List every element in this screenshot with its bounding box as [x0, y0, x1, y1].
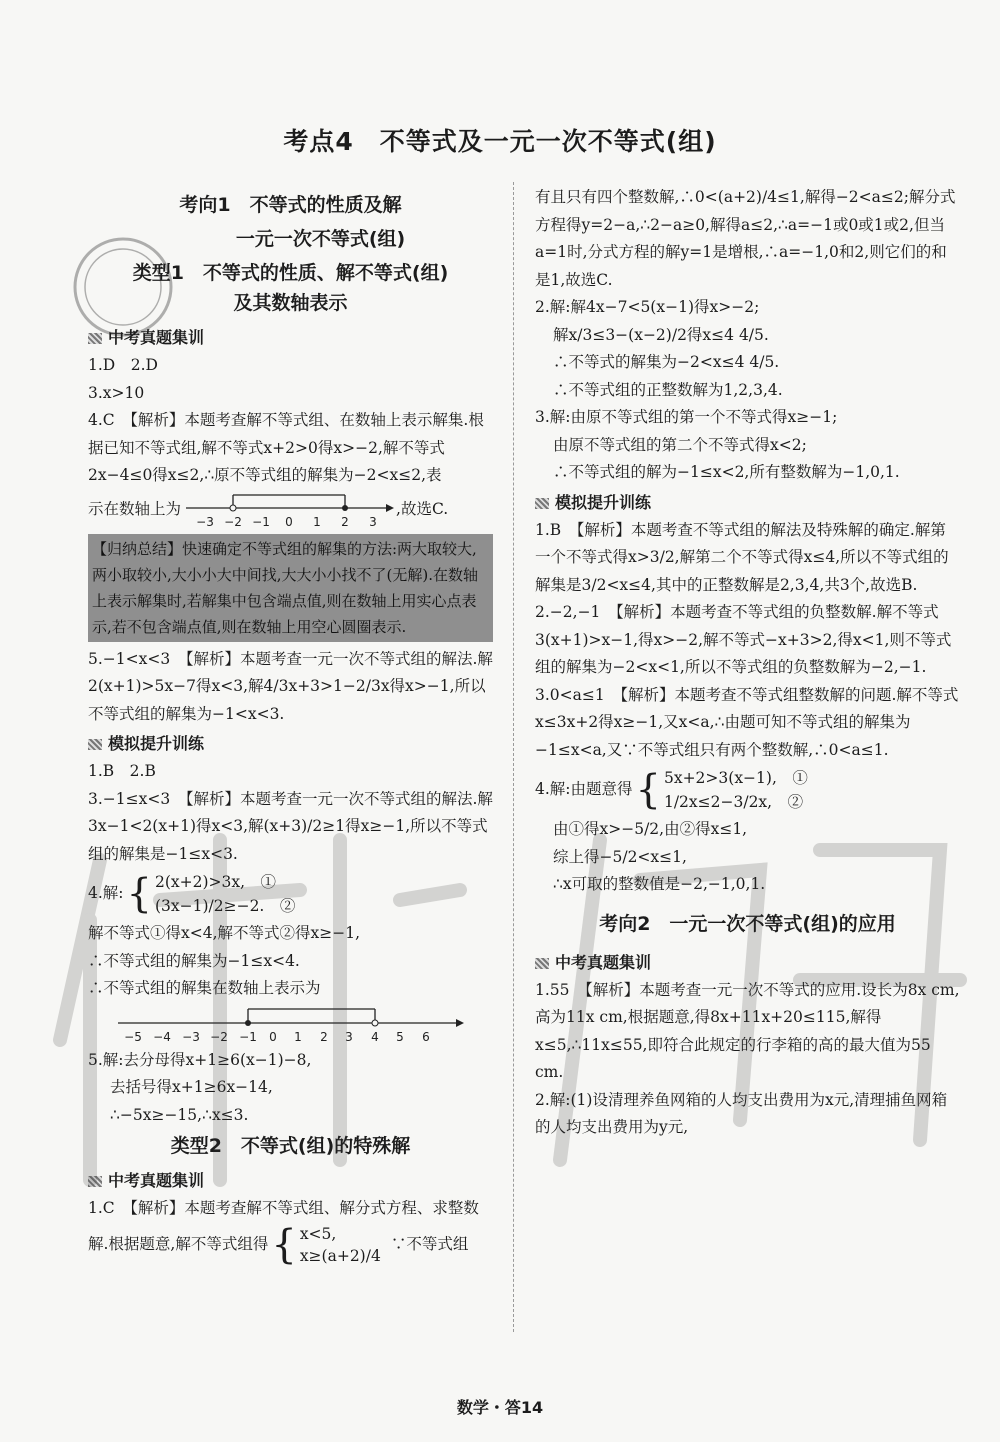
- answer-line: 5.−1<x<3 【解析】本题考查一元一次不等式组的解法.解2(x+1)>5x−7得x<3,解4/3x+3>1−2/3x得x>−1,所以不等式组的解集为−1<x<3.: [88, 649, 493, 723]
- section-moni: [88, 730, 493, 758]
- answer-line: 4.C 【解析】本题考查解不等式组、在数轴上表示解集.根据已知不等式组,解不等式x+2>0得x>−2,解不等式2x−4≤0得x≤2,∴原不等式组的解集为−2<x≤2,表: [88, 411, 484, 484]
- type1-heading-line1: 类型1 不等式的性质、解不等式(组): [132, 262, 449, 284]
- brace-icon: {: [126, 871, 152, 917]
- answer-line: 有且只有四个整数解,∴0<(a+2)/4≤1,解得−2<a≤2;解分式方程得y=2−a,∴2−a≥0,解得a≤2,∴a=−1或0或1或2,但当a=1时,分式方程的解y=1是增根,∴a=−1,0和2,则它们的和是1,故选C.: [535, 188, 956, 289]
- tick-label: −4: [153, 1029, 171, 1044]
- page-footer: 数学・答14: [456, 1398, 544, 1417]
- section-marker-icon: [88, 1176, 102, 1187]
- answer-line: 2.解:解4x−7<5(x−1)得x>−2;: [535, 298, 760, 316]
- tick-label: 0: [285, 514, 293, 529]
- answer-line: 3.解:由原不等式组的第一个不等式得x≥−1;: [535, 408, 838, 426]
- tick-label: −1: [239, 1029, 257, 1044]
- column-divider: [513, 182, 514, 1332]
- heading-kaoxiang1-line2: 一元一次不等式(组): [235, 228, 406, 250]
- section-marker-icon: [88, 333, 102, 344]
- right-column: [535, 184, 960, 1142]
- tick-label: 6: [422, 1029, 430, 1044]
- section-label: 模拟提升训练: [108, 734, 205, 753]
- answer-line: 1.B 【解析】本题考查不等式组的解法及特殊解的确定.解第一个不等式得x>3/2,解第二个不等式得x≤4,所以不等式组的解集是3/2<x≤4,其中的正整数解是2,3,4,共3个,故选B.: [535, 520, 949, 594]
- number-line-graphic: [181, 492, 396, 530]
- answer-label: 4.解:: [88, 884, 124, 903]
- section-zhongkao: [88, 324, 493, 352]
- brace-icon: {: [635, 767, 661, 813]
- tick-label: −5: [124, 1029, 142, 1044]
- tick-label: 4: [371, 1029, 379, 1044]
- answer-line: 去括号得x+1≥6x−14,: [110, 1078, 273, 1096]
- answer-line: ∴−5x≥−15,∴x≤3.: [110, 1105, 249, 1124]
- tick-label: −3: [196, 514, 214, 529]
- system-block: [88, 1223, 493, 1267]
- answer-line: 示在数轴上为: [88, 499, 182, 518]
- tick-label: 1: [294, 1029, 302, 1044]
- tick-label: 5: [396, 1029, 404, 1044]
- equation: x<5,: [299, 1224, 337, 1243]
- tick-label: −1: [252, 514, 270, 529]
- section-marker-icon: [535, 958, 549, 969]
- tick-label: 1: [313, 514, 321, 529]
- answer-line: 由原不等式组的第二个不等式得x<2;: [553, 435, 807, 454]
- tick-label: 0: [269, 1029, 277, 1044]
- summary-note: 【归纳总结】快速确定不等式组的解集的方法:两大取较大,两小取较小,大小小大中间找,大大小小找不了(无解).在数轴上表示解集时,若解集中包含端点值,则在数轴上用实心点表示,若不包含端点值,则在数轴上用空心圆圈表示.: [88, 534, 493, 642]
- equation: 2(x+2)>3x, ①: [154, 873, 277, 891]
- system-block: [88, 870, 493, 918]
- section-marker-icon: [535, 498, 549, 509]
- type1-heading-line2: 及其数轴表示: [233, 292, 348, 314]
- answer-line: 3.−1≤x<3 【解析】本题考查一元一次不等式组的解法.解3x−1<2(x+1)得x<3,解(x+3)/2≥1得x≥−1,所以不等式组的解集是−1≤x<3.: [88, 789, 493, 863]
- heading-kaoxiang2: 考向2 一元一次不等式(组)的应用: [599, 912, 896, 935]
- answer-line: 解.根据题意,解不等式组得: [88, 1234, 269, 1253]
- section-moni-right: [535, 489, 960, 517]
- section-label: 中考真题集训: [108, 1171, 205, 1190]
- heading-kaoxiang1-line1: 考向1 不等式的性质及解: [179, 194, 402, 216]
- section-label: 模拟提升训练: [555, 492, 652, 512]
- tick-label: 3: [345, 1029, 353, 1044]
- section-marker-icon: [88, 739, 102, 750]
- tick-label: 2: [341, 514, 349, 529]
- answer-line: ∵不等式组: [390, 1234, 469, 1253]
- answer-line: ∴不等式组的解为−1≤x<2,所有整数解为−1,0,1.: [553, 463, 900, 481]
- number-line-2: [88, 1005, 493, 1043]
- equation: 1/2x≤2−3/2x, ②: [663, 793, 804, 811]
- page-title: 考点4 不等式及一元一次不等式(组): [283, 127, 717, 156]
- section-zhongkao-2: [88, 1167, 493, 1195]
- answer-line: 1.D 2.D: [88, 356, 158, 374]
- answer-line: ∴不等式组的解集在数轴上表示为: [88, 979, 321, 997]
- answer-line: 1.C 【解析】本题考查解不等式组、解分式方程、求整数: [88, 1199, 479, 1217]
- answer-line: 3.0<a≤1 【解析】本题考查不等式组整数解的问题.解不等式x≤3x+2得x≥−1,又x<a,∴由题可知不等式组的解集为−1≤x<a,又∵不等式组只有两个整数解,∴0<a≤1.: [535, 685, 959, 759]
- answer-line: 1.55 【解析】本题考查一元一次不等式的应用.设长为8x cm,高为11x cm,根据题意,得8x+11x+20≤115,解得x≤5,∴11x≤55,即符合此规定的行李箱的高的最大值为55 cm.: [535, 980, 960, 1081]
- section-zhongkao-right: [535, 949, 960, 977]
- brace-icon: {: [271, 1221, 297, 1268]
- answer-line: ∴x可取的整数值是−2,−1,0,1.: [553, 875, 766, 893]
- answer-line: 综上得−5/2<x≤1,: [553, 847, 687, 866]
- tick-label: −3: [182, 1029, 200, 1044]
- answer-line: 解不等式①得x<4,解不等式②得x≥−1,: [88, 924, 361, 942]
- answer-line: ,故选C.: [396, 499, 449, 518]
- answer-line: 2.解:(1)设清理养鱼网箱的人均支出费用为x元,清理捕鱼网箱的人均支出费用为y元,: [535, 1090, 948, 1136]
- answer-line: ∴不等式的解集为−2<x≤4 4/5.: [553, 353, 780, 371]
- system-block: [535, 766, 960, 814]
- answer-line: ∴不等式组的解集为−1≤x<4.: [88, 951, 300, 970]
- tick-label: 2: [320, 1029, 328, 1044]
- answer-line: 1.B 2.B: [88, 762, 156, 780]
- answer-line: 5.解:去分母得x+1≥6(x−1)−8,: [88, 1050, 312, 1069]
- section-label: 中考真题集训: [108, 328, 205, 347]
- number-line-1: [88, 492, 493, 530]
- equation: 5x+2>3(x−1), ①: [663, 769, 808, 787]
- answer-line: 由①得x>−5/2,由②得x≤1,: [553, 820, 748, 838]
- tick-label: −2: [210, 1029, 228, 1044]
- tick-label: 3: [369, 514, 377, 529]
- answer-label: 4.解:由题意得: [535, 780, 633, 799]
- equation: (3x−1)/2≥−2. ②: [154, 897, 296, 915]
- equation: x≥(a+2)/4: [299, 1246, 381, 1265]
- answer-line: ∴不等式组的正整数解为1,2,3,4.: [553, 380, 783, 399]
- type2-heading: 类型2 不等式(组)的特殊解: [170, 1135, 411, 1157]
- answer-line: 3.x>10: [88, 383, 145, 402]
- answer-line: 2.−2,−1 【解析】本题考查不等式组的负整数解.解不等式3(x+1)>x−1,得x>−2,解不等式−x+3>2,得x<1,则不等式组的解集为−2<x<1,所以不等式组的负整数解为−2,−1.: [535, 603, 952, 676]
- tick-label: −2: [224, 514, 242, 529]
- section-label: 中考真题集训: [555, 952, 652, 972]
- left-column: [88, 186, 493, 1267]
- number-line-graphic: [88, 1005, 468, 1045]
- answer-line: 解x/3≤3−(x−2)/2得x≤4 4/5.: [553, 325, 769, 344]
